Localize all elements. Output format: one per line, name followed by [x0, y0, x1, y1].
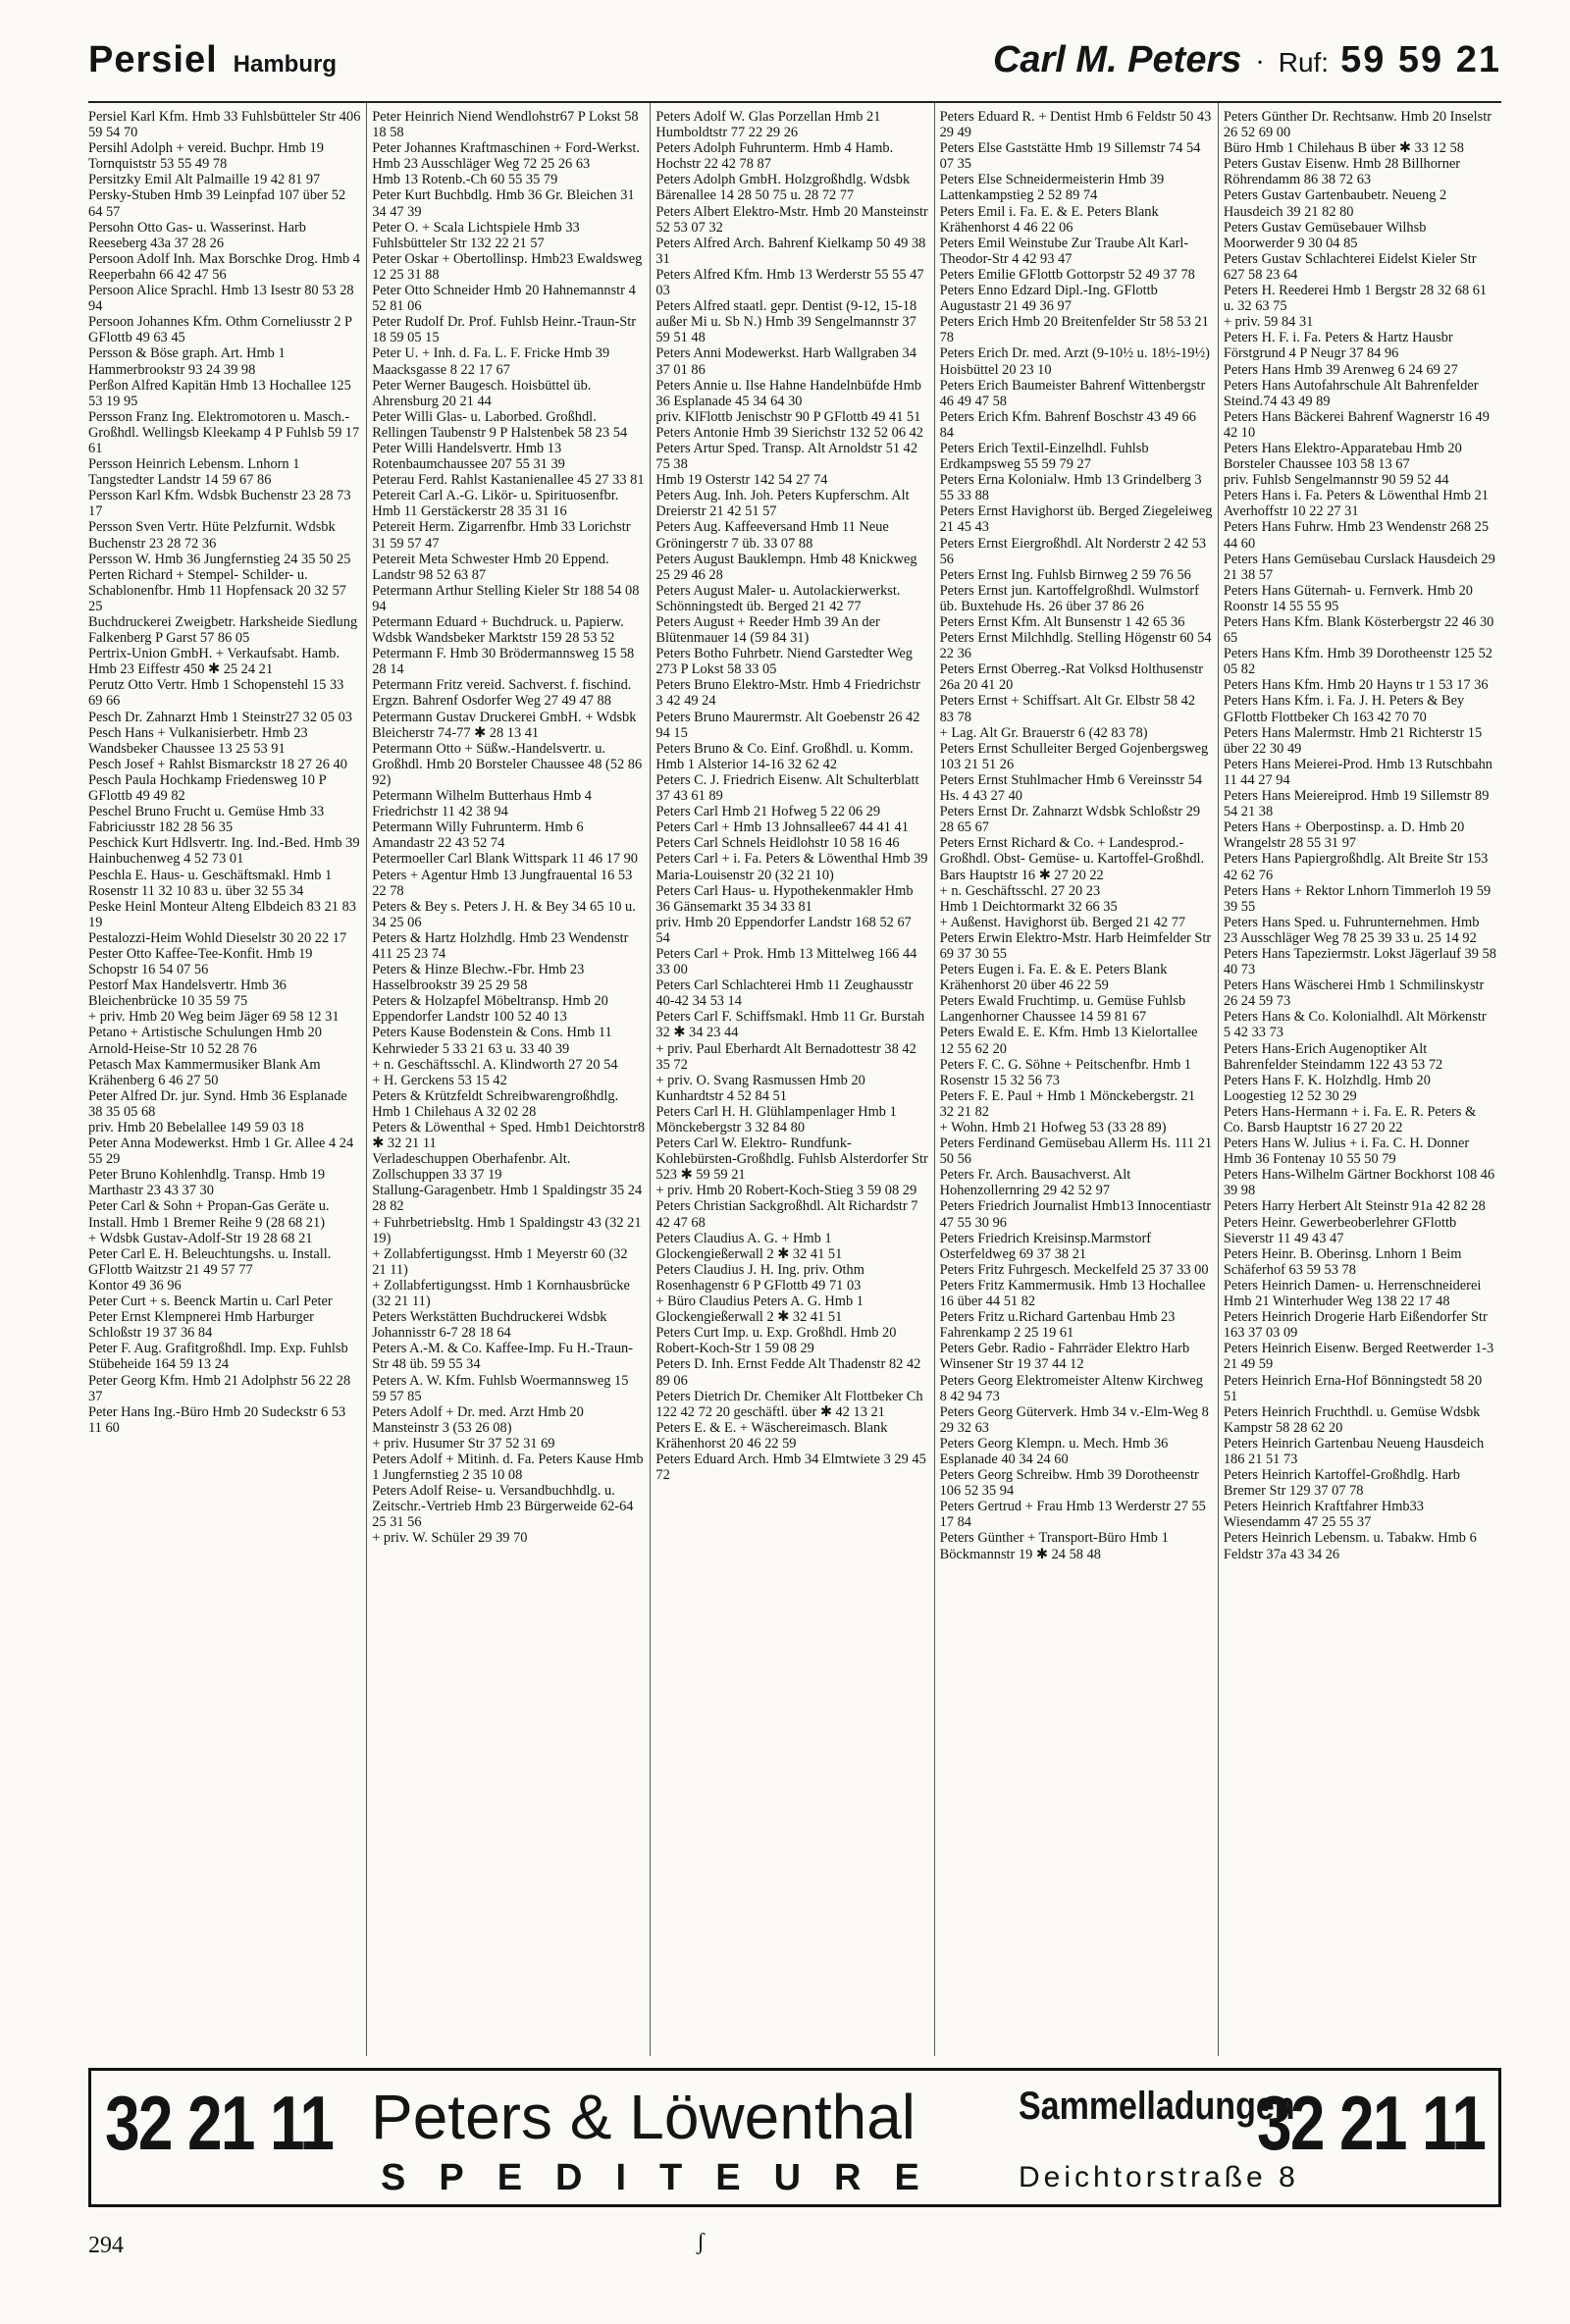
directory-entry: Peters Heinrich Drogerie Harb Eißendorfer Str 163 37 03 09 — [1223, 1309, 1488, 1342]
directory-entry: Peters Hans + Oberpostinsp. a. D. Hmb 20 Wrangelstr 28 55 31 97 — [1223, 819, 1465, 852]
directory-entry: Peters Hans W. Julius + i. Fa. C. H. Donner Hmb 36 Fontenay 10 55 50 79 — [1223, 1136, 1470, 1168]
directory-entry: Peters Gustav Schlachterei Eidelst Kieler Str 627 58 23 64 — [1223, 250, 1477, 283]
directory-entry: Peter Werner Baugesch. Hoisbüttel üb. Ahrensburg 20 21 44 — [372, 377, 592, 409]
directory-entry: Peters Erwin Elektro-Mstr. Harb Heimfelder Str 69 37 30 55 — [939, 929, 1212, 962]
ad-services: Sammelladungen — [1019, 2085, 1295, 2128]
directory-entry: Peters Carl + i. Fa. Peters & Löwenthal Hmb 39 Maria-Louisenstr 20 (32 21 10) — [655, 851, 928, 883]
directory-entry: Persson Heinrich Lebensm. Lnhorn 1 Tangstedter Landstr 14 59 67 86 — [88, 456, 300, 489]
ad-tagline: SPEDITEURE — [381, 2157, 953, 2198]
directory-entry: Petereit Carl A.-G. Likör- u. Spirituosenfbr. Hmb 11 Gerstäckerstr 28 35 31 16 — [372, 488, 619, 520]
directory-entry: Peters & Hinze Blechw.-Fbr. Hmb 23 Hasselbrookstr 39 25 29 58 — [372, 962, 585, 994]
directory-entry: priv. Fuhlsb Sengelmannstr 90 59 52 44 — [1223, 472, 1449, 489]
directory-entry: Peters Annie u. Ilse Hahne Handelnbüfde Hmb 36 Esplanade 45 34 64 30 — [655, 377, 921, 409]
directory-entry: Peters Bruno Maurermstr. Alt Goebenstr 26 42 94 15 — [655, 709, 920, 741]
directory-entry: Peters Ernst Oberreg.-Rat Volksd Holthusenstr 26a 20 41 20 — [939, 661, 1204, 694]
directory-entry: Peters Hans Papiergroßhdlg. Alt Breite Str 153 42 62 76 — [1223, 851, 1489, 883]
directory-entry: Peters Hans Wäscherei Hmb 1 Schmilinskystr 26 24 59 73 — [1223, 977, 1485, 1010]
directory-entry: Peters Ernst jun. Kartoffelgroßhdl. Wulmstorf üb. Buxtehude Hs. 26 über 37 86 26 — [939, 582, 1199, 614]
directory-entry: Peters Erich Textil-Einzelhdl. Fuhlsb Erdkampsweg 55 59 79 27 — [939, 440, 1149, 473]
directory-entry: Peters Antonie Hmb 39 Sierichstr 132 52 06 42 — [655, 424, 924, 441]
directory-entry: Peters Hans-Wilhelm Gärtner Bockhorst 108 46 39 98 — [1223, 1167, 1495, 1199]
directory-entry: Peters Erich Hmb 20 Breitenfelder Str 58 53 21 78 — [939, 314, 1209, 346]
directory-entry: Peters Hans i. Fa. Peters & Löwenthal Hmb 21 Averhoffstr 10 22 27 31 — [1223, 488, 1489, 520]
directory-entry: + Wdsbk Gustav-Adolf-Str 19 28 68 21 — [88, 1230, 313, 1246]
directory-entry: Peters Erich Baumeister Bahrenf Wittenbergstr 46 49 47 58 — [939, 377, 1206, 409]
directory-entry: Peter Kurt Buchbdlg. Hmb 36 Gr. Bleichen 31 34 47 39 — [372, 187, 635, 220]
directory-entry: Peters Carl + Hmb 13 Johnsallee67 44 41 41 — [655, 819, 909, 836]
directory-entry: Perutz Otto Vertr. Hmb 1 Schopenstehl 15 33 69 66 — [88, 677, 344, 710]
directory-entry: Peters Erna Kolonialw. Hmb 13 Grindelberg 3 55 33 88 — [939, 472, 1202, 504]
directory-entry: + priv. W. Schüler 29 39 70 — [372, 1530, 528, 1547]
directory-entry: Persson Franz Ing. Elektromotoren u. Masch.-Großhdl. Wellingsb Kleekamp 4 P Fuhlsb 59 17 61 — [88, 408, 360, 456]
directory-entry: + Lag. Alt Gr. Brauerstr 6 (42 83 78) — [939, 724, 1148, 741]
directory-entry: Peter Willi Glas- u. Laborbed. Großhdl. Rellingen Taubenstr 9 P Halstenbek 58 23 54 — [372, 408, 628, 441]
directory-entry: + priv. 59 84 31 — [1223, 314, 1314, 331]
directory-entry: Peters Eduard Arch. Hmb 34 Elmtwiete 3 29 45 72 — [655, 1451, 926, 1484]
directory-entry: Peters Hans Kfm. Hmb 20 Hayns tr 1 53 17 36 — [1223, 677, 1489, 694]
directory-entry: Peters Hans-Erich Augenoptiker Alt Bahrenfelder Steindamm 122 43 53 72 — [1223, 1040, 1443, 1073]
directory-entry: Petasch Max Kammermusiker Blank Am Krähenberg 6 46 27 50 — [88, 1056, 321, 1088]
directory-entry: Peters Fritz Kammermusik. Hmb 13 Hochallee 16 über 44 51 82 — [939, 1277, 1206, 1310]
directory-entry: Peters H. Reederei Hmb 1 Bergstr 28 32 68 61 u. 32 63 75 — [1223, 283, 1488, 315]
directory-entry: priv. Hmb 20 Bebelallee 149 59 03 18 — [88, 1120, 304, 1136]
directory-entry: Peters Hans Gemüsebau Curslack Hausdeich 29 21 38 57 — [1223, 551, 1495, 583]
directory-entry: Peters Ewald E. E. Kfm. Hmb 13 Kielortallee 12 55 62 20 — [939, 1025, 1198, 1057]
directory-entry: priv. Hmb 20 Eppendorfer Landstr 168 52 67 54 — [655, 914, 912, 946]
directory-entry: Peters Hans Meierei-Prod. Hmb 13 Rutschbahn 11 44 27 94 — [1223, 756, 1492, 788]
directory-entry: + priv. Husumer Str 37 52 31 69 — [372, 1435, 555, 1452]
directory-entry: Petermann Fritz vereid. Sachverst. f. fischind. Ergzn. Bahrenf Osdorfer Weg 27 49 47 88 — [372, 677, 632, 710]
directory-entry: Peterau Ferd. Rahlst Kastanienallee 45 27 33 81 — [372, 472, 645, 489]
directory-entry: Peters Ernst Eiergroßhdl. Alt Norderstr 2 42 53 56 — [939, 535, 1207, 567]
directory-entry: Peter Hans Ing.-Büro Hmb 20 Sudeckstr 6 53 11 60 — [88, 1403, 346, 1436]
directory-entry: + n. Geschäftsschl. 27 20 23 — [939, 882, 1101, 899]
directory-entry: Peters August Maler- u. Autolackierwerkst. Schönningstedt üb. Berged 21 42 77 — [655, 582, 901, 614]
directory-entry: Peters Ferdinand Gemüsebau Allerm Hs. 111 21 50 56 — [939, 1136, 1213, 1168]
directory-entry: Peters A. W. Kfm. Fuhlsb Woermannsweg 15 59 57 85 — [372, 1372, 629, 1404]
directory-entry: Peters Claudius J. H. Ing. priv. Othm Rosenhagenstr 6 P GFlottb 49 71 03 — [655, 1261, 864, 1294]
directory-entry: Peters Hans Kfm. Blank Kösterbergstr 22 46 30 65 — [1223, 614, 1494, 647]
directory-entry: Hmb 1 Deichtormarkt 32 66 35 — [939, 898, 1118, 915]
directory-entry: Petano + Artistische Schulungen Hmb 20 Arnold-Heise-Str 10 52 28 76 — [88, 1025, 322, 1057]
directory-entry: Peters Ernst Ing. Fuhlsb Birnweg 2 59 76 56 — [939, 566, 1191, 583]
directory-entry: Peters & Holzapfel Möbeltransp. Hmb 20 Eppendorfer Landstr 100 52 40 13 — [372, 993, 608, 1026]
directory-column — [650, 103, 933, 2056]
directory-entry: Peters H. F. i. Fa. Peters & Hartz Hausbr Förstgrund 4 P Neugr 37 84 96 — [1223, 330, 1453, 362]
directory-entry: Pestorf Max Handelsvertr. Hmb 36 Bleichenbrücke 10 35 59 75 — [88, 977, 287, 1010]
directory-entry: priv. KlFlottb Jenischstr 90 P GFlottb 49 41 51 — [655, 408, 921, 425]
directory-entry: Peters Fr. Arch. Bausachverst. Alt Hohenzollernring 29 42 52 97 — [939, 1167, 1131, 1199]
directory-entry: Peters Hans Kfm. i. Fa. J. H. Peters & Bey GFlottb Flottbeker Ch 163 42 70 70 — [1223, 693, 1465, 725]
page-number: 294 — [88, 2233, 124, 2258]
directory-entry: Peters Else Schneidermeisterin Hmb 39 Lattenkampstieg 2 52 89 74 — [939, 172, 1165, 204]
directory-entry: Pesch Dr. Zahnarzt Hmb 1 Steinstr27 32 05 03 — [88, 709, 352, 725]
directory-entry: Persson Sven Vertr. Hüte Pelzfurnit. Wdsbk Buchenstr 23 28 72 36 — [88, 519, 336, 552]
directory-entry: Peters C. J. Friedrich Eisenw. Alt Schulterblatt 37 43 61 89 — [655, 771, 919, 805]
directory-entry: Peters Georg Schreibw. Hmb 39 Dorotheenstr 106 52 35 94 — [939, 1467, 1199, 1500]
directory-entry: Peters Else Gaststätte Hmb 19 Sillemstr 74 54 07 35 — [939, 140, 1201, 173]
directory-entry: Peters Hans Tapeziermstr. Lokst Jägerlauf 39 58 40 73 — [1223, 945, 1496, 978]
directory-entry: Petermann Wilhelm Butterhaus Hmb 4 Friedrichstr 11 42 38 94 — [372, 788, 592, 820]
directory-entry: Peters Harry Herbert Alt Steinstr 91a 42 82 28 — [1223, 1198, 1486, 1215]
header-brand: Carl M. Peters — [992, 39, 1242, 80]
directory-entry: Peters Gustav Gemüsebauer Wilhsb Moorwerder 9 30 04 85 — [1223, 219, 1427, 251]
header-left — [88, 39, 337, 81]
directory-entry: Peters Hans F. K. Holzhdlg. Hmb 20 Loogestieg 12 52 30 29 — [1223, 1072, 1431, 1104]
directory-entry: Peters & Löwenthal + Sped. Hmb1 Deichtorstr8 ✱ 32 21 11 — [372, 1120, 646, 1152]
directory-entry: Peters Heinrich Damen- u. Herrenschneiderei Hmb 21 Winterhuder Weg 138 22 17 48 — [1223, 1277, 1482, 1310]
directory-entry: Pestalozzi-Heim Wohld Dieselstr 30 20 22 17 — [88, 929, 347, 946]
directory-entry: Peter Rudolf Dr. Prof. Fuhlsb Heinr.-Traun-Str 18 59 05 15 — [372, 314, 637, 346]
directory-entry: Peters Fritz u.Richard Gartenbau Hmb 23 Fahrenkamp 2 25 19 61 — [939, 1309, 1176, 1342]
directory-entry: Peters Alfred Arch. Bahrenf Kielkamp 50 49 38 31 — [655, 235, 926, 267]
directory-entry: Peters A.-M. & Co. Kaffee-Imp. Fu H.-Traun-Str 48 üb. 59 55 34 — [372, 1341, 634, 1373]
directory-entry: Peters Carl H. H. Glühlampenlager Hmb 1 Mönckebergstr 3 32 84 80 — [655, 1103, 897, 1136]
directory-entry: Peters Aug. Kaffeeversand Hmb 11 Neue Gröningerstr 7 üb. 33 07 88 — [655, 519, 889, 552]
directory-entry: Petermoeller Carl Blank Wittspark 11 46 17 90 — [372, 851, 638, 868]
directory-entry: Peters Erich Kfm. Bahrenf Boschstr 43 49 66 84 — [939, 408, 1196, 441]
directory-entry: Peters Heinrich Kartoffel-Großhdlg. Harb Bremer Str 129 37 07 78 — [1223, 1467, 1460, 1500]
directory-entry: Peters Carl W. Elektro- Rundfunk-Kohlebürsten-Großhdlg. Fuhlsb Alsterdorfer Str 523 ✱ 59 59 21 — [655, 1136, 928, 1184]
directory-entry: Peter Willi Handelsvertr. Hmb 13 Rotenbaumchaussee 207 55 31 39 — [372, 440, 565, 473]
directory-entry: Peschel Bruno Frucht u. Gemüse Hmb 33 Fabriciusstr 182 28 56 35 — [88, 804, 325, 836]
directory-entry: Peters Aug. Inh. Joh. Peters Kupferschm. Alt Dreierstr 21 42 51 57 — [655, 488, 910, 520]
directory-entry: Persson W. Hmb 36 Jungfernstieg 24 35 50 25 — [88, 551, 351, 567]
directory-entry: Peters D. Inh. Ernst Fedde Alt Thadenstr 82 42 89 06 — [655, 1356, 921, 1389]
directory-entry: Peters Enno Edzard Dipl.-Ing. GFlottb Augustastr 21 49 36 97 — [939, 283, 1158, 315]
directory-entry: Hmb 13 Rotenb.-Ch 60 55 35 79 — [372, 172, 558, 188]
directory-entry: Peter Heinrich Niend Wendlohstr67 P Lokst 58 18 58 — [372, 109, 639, 141]
directory-entry: Peters August Bauklempn. Hmb 48 Knickweg 25 29 46 28 — [655, 551, 917, 583]
directory-entry: Peters Carl Schlachterei Hmb 11 Zeughausstr 40-42 34 53 14 — [655, 977, 914, 1010]
directory-columns — [88, 101, 1501, 2056]
directory-entry: Peters Heinr. Gewerbeoberlehrer GFlottb Sieverstr 11 49 43 47 — [1223, 1214, 1457, 1246]
directory-entry: Peters F. C. G. Söhne + Peitschenfbr. Hmb 1 Rosenstr 15 32 56 73 — [939, 1056, 1191, 1088]
directory-entry: Peters Botho Fuhrbetr. Niend Garstedter Weg 273 P Lokst 58 33 05 — [655, 646, 913, 678]
directory-column — [1218, 103, 1501, 2056]
directory-entry: Petereit Meta Schwester Hmb 20 Eppend. Landstr 98 52 63 87 — [372, 551, 609, 583]
directory-entry: Petermann Willy Fuhrunterm. Hmb 6 Amandastr 22 43 52 74 — [372, 819, 584, 852]
directory-entry: Peter O. + Scala Lichtspiele Hmb 33 Fuhlsbütteler Str 132 22 21 57 — [372, 219, 580, 251]
directory-entry: Peters Georg Elektromeister Altenw Kirchweg 8 42 94 73 — [939, 1372, 1203, 1404]
directory-entry: + Zollabfertigungsst. Hmb 1 Kornhausbrücke (32 21 11) — [372, 1277, 630, 1310]
directory-entry: Peters Werkstätten Buchdruckerei Wdsbk Johannisstr 6-7 28 18 64 — [372, 1309, 607, 1342]
directory-entry: Pesch Hans + Vulkanisierbetr. Hmb 23 Wandsbeker Chaussee 13 25 53 91 — [88, 724, 308, 757]
directory-entry: Peschla E. Haus- u. Geschäftsmakl. Hmb 1 Rosenstr 11 32 10 83 u. über 32 55 34 — [88, 867, 333, 899]
directory-entry: Persitzky Emil Alt Palmaille 19 42 81 97 — [88, 172, 321, 188]
advertisement-box — [88, 2068, 1501, 2207]
header-phone: 59 59 21 — [1340, 39, 1501, 80]
directory-entry: Peters Bruno & Co. Einf. Großhdl. u. Komm. Hmb 1 Alsterior 14-16 32 62 42 — [655, 740, 914, 772]
directory-column — [366, 103, 650, 2056]
directory-entry: Peters Heinrich Erna-Hof Bönningstedt 58 20 51 — [1223, 1372, 1483, 1404]
directory-entry: Peters Erich Dr. med. Arzt (9-10½ u. 18½-19½) Hoisbüttel 20 23 10 — [939, 345, 1210, 378]
directory-entry: Peters Hans Sped. u. Fuhrunternehmen. Hmb 23 Ausschläger Weg 78 25 39 33 u. 25 14 92 — [1223, 914, 1480, 946]
directory-entry: Peters + Agentur Hmb 13 Jungfrauental 16 53 22 78 — [372, 867, 633, 899]
directory-entry: Peter Curt + s. Beenck Martin u. Carl Peter — [88, 1294, 333, 1310]
directory-entry: Petermann Otto + Süßw.-Handelsvertr. u. Großhdl. Hmb 20 Borsteler Chaussee 48 (52 86 92) — [372, 740, 643, 788]
directory-entry: Peters Carl Schnels Heidlohstr 10 58 16 46 — [655, 835, 900, 852]
header-surname: Persiel — [88, 39, 218, 80]
directory-entry: Peters Adolph Fuhrunterm. Hmb 4 Hamb. Hochstr 22 42 78 87 — [655, 140, 894, 173]
directory-entry: Hmb 19 Osterstr 142 54 27 74 — [655, 472, 828, 489]
ad-phone-left: 32 21 11 — [105, 2080, 334, 2166]
directory-entry: Petermann F. Hmb 30 Brödermannsweg 15 58 28 14 — [372, 646, 635, 678]
directory-entry: Peters Heinrich Gartenbau Neueng Hausdeich 186 21 51 73 — [1223, 1435, 1485, 1467]
directory-entry: Peters Emilie GFlottb Gottorpstr 52 49 37 78 — [939, 266, 1195, 283]
directory-entry: Peters Ewald Fruchtimp. u. Gemüse Fuhlsb Langenhorner Chaussee 14 59 81 67 — [939, 993, 1186, 1026]
directory-entry: Persoon Alice Sprachl. Hmb 13 Isestr 80 53 28 94 — [88, 283, 354, 315]
directory-entry: Peter Johannes Kraftmaschinen + Ford-Werkst. Hmb 23 Ausschläger Weg 72 25 26 63 — [372, 140, 640, 173]
directory-entry: Peske Heinl Monteur Alteng Elbdeich 83 21 83 19 — [88, 898, 356, 930]
directory-entry: Peters Carl Hmb 21 Hofweg 5 22 06 29 — [655, 804, 881, 820]
directory-entry: + priv. Hmb 20 Weg beim Jäger 69 58 12 31 — [88, 1009, 340, 1026]
directory-entry: Peters Hans & Co. Kolonialhdl. Alt Mörkenstr 5 42 33 73 — [1223, 1009, 1487, 1041]
directory-entry: Peters Adolf + Dr. med. Arzt Hmb 20 Mansteinstr 3 (53 26 08) — [372, 1403, 584, 1436]
directory-entry: Peters Ernst Stuhlmacher Hmb 6 Vereinsstr 54 Hs. 4 43 27 40 — [939, 771, 1203, 805]
directory-entry: Peters Ernst Havighorst üb. Berged Ziegeleiweg 21 45 43 — [939, 503, 1213, 536]
directory-entry: Peters F. E. Paul + Hmb 1 Mönckebergstr. 21 32 21 82 — [939, 1087, 1196, 1120]
directory-entry: Peters Hans Fuhrw. Hmb 23 Wendenstr 268 25 44 60 — [1223, 519, 1490, 552]
directory-entry: Peters Adolf Reise- u. Versandbuchhdlg. u. Zeitschr.-Vertrieb Hmb 23 Bürgerweide 62-64 25 31 56 — [372, 1483, 634, 1531]
directory-entry: Petereit Herm. Zigarrenfbr. Hmb 33 Lorichstr 31 59 57 47 — [372, 519, 631, 552]
directory-entry: + priv. O. Svang Rasmussen Hmb 20 Kunhardtstr 4 52 84 51 — [655, 1072, 865, 1104]
directory-entry: + priv. Paul Eberhardt Alt Bernadottestr 38 42 35 72 — [655, 1040, 916, 1073]
directory-entry: Peters Carl Haus- u. Hypothekenmakler Hmb 36 Gänsemarkt 35 34 33 81 — [655, 882, 914, 915]
directory-entry: Peter U. + Inh. d. Fa. L. F. Fricke Hmb 39 Maacksgasse 8 22 17 67 — [372, 345, 610, 378]
directory-entry: Peters Bruno Elektro-Mstr. Hmb 4 Friedrichstr 3 42 49 24 — [655, 677, 920, 710]
directory-entry: Peter Anna Modewerkst. Hmb 1 Gr. Allee 4 24 55 29 — [88, 1136, 354, 1168]
directory-entry: Buchdruckerei Zweigbetr. Harksheide Siedlung Falkenberg P Garst 57 86 05 — [88, 614, 358, 647]
directory-entry: Peters Alfred Kfm. Hmb 13 Werderstr 55 55 47 03 — [655, 266, 924, 299]
ad-address: Deichtorstraße 8 — [1019, 2161, 1299, 2193]
directory-entry: Peters Heinr. B. Oberinsg. Lnhorn 1 Beim Schäferhof 63 59 53 78 — [1223, 1245, 1462, 1278]
directory-entry: Peters E. & E. + Wäschereimasch. Blank Krähenhorst 20 46 22 59 — [655, 1419, 888, 1452]
header-right — [993, 39, 1501, 81]
directory-entry: Peter Otto Schneider Hmb 20 Hahnemannstr 4 52 81 06 — [372, 283, 636, 315]
directory-entry: Peters Friedrich Kreisinsp.Marmstorf Osterfeldweg 69 37 38 21 — [939, 1230, 1152, 1262]
directory-entry: Peters Gebr. Radio - Fahrräder Elektro Harb Winsener Str 19 37 44 12 — [939, 1341, 1190, 1373]
directory-entry: + Außenst. Havighorst üb. Berged 21 42 77 — [939, 914, 1186, 930]
directory-entry: Peters Hans Autofahrschule Alt Bahrenfelder Steind.74 43 49 89 — [1223, 377, 1479, 409]
directory-entry: + Zollabfertigungsst. Hmb 1 Meyerstr 60 (32 21 11) — [372, 1245, 628, 1278]
header-phone-label: Ruf: — [1278, 47, 1330, 78]
directory-entry: Peters Hans Kfm. Hmb 39 Dorotheenstr 125 52 05 82 — [1223, 646, 1492, 678]
directory-entry: Peters Heinrich Lebensm. u. Tabakw. Hmb 6 Feldstr 37a 43 34 26 — [1223, 1530, 1477, 1562]
directory-entry: Peters Alfred staatl. gepr. Dentist (9-12, 15-18 außer Mi u. Sb N.) Hmb 39 Sengelmannstr 37 59 51 48 — [655, 298, 917, 346]
directory-entry: Persson Karl Kfm. Wdsbk Buchenstr 23 28 73 17 — [88, 488, 351, 520]
directory-entry: Persihl Adolph + vereid. Buchpr. Hmb 19 Tornquiststr 53 55 49 78 — [88, 140, 324, 173]
directory-entry: Peters Georg Güterverk. Hmb 34 v.-Elm-Weg 8 29 32 63 — [939, 1403, 1209, 1436]
directory-entry: Peters Hans-Hermann + i. Fa. E. R. Peters & Co. Barsb Hauptstr 16 27 20 22 — [1223, 1103, 1477, 1136]
directory-entry: Peters Artur Sped. Transp. Alt Arnoldstr 51 42 75 38 — [655, 440, 918, 473]
directory-entry: Peters Hans Elektro-Apparatebau Hmb 20 Borsteler Chaussee 103 58 13 67 — [1223, 440, 1462, 473]
directory-entry: Peters Carl F. Schiffsmakl. Hmb 11 Gr. Burstah 32 ✱ 34 23 44 — [655, 1009, 925, 1041]
directory-entry: Persoon Johannes Kfm. Othm Corneliusstr 2 P GFlottb 49 63 45 — [88, 314, 352, 346]
directory-entry: Peters Eduard R. + Dentist Hmb 6 Feldstr 50 43 29 49 — [939, 109, 1212, 141]
directory-entry: Peters Adolph GmbH. Holzgroßhdlg. Wdsbk Bärenallee 14 28 50 75 u. 28 72 77 — [655, 172, 911, 204]
directory-entry: Peters Ernst Milchhdlg. Stelling Högenstr 60 54 22 36 — [939, 630, 1212, 662]
directory-entry: Peters Adolf + Mitinh. d. Fa. Peters Kause Hmb 1 Jungfernstieg 2 35 10 08 — [372, 1451, 644, 1484]
directory-entry: Peters Heinrich Eisenw. Berged Reetwerder 1-3 21 49 59 — [1223, 1341, 1494, 1373]
directory-entry: Peters Christian Sackgroßhdl. Alt Richardstr 7 42 47 68 — [655, 1198, 918, 1231]
directory-entry: Peters Hans + Rektor Lnhorn Timmerloh 19 59 39 55 — [1223, 882, 1492, 915]
directory-entry: Stallung-Garagenbetr. Hmb 1 Spaldingstr 35 24 28 82 — [372, 1183, 643, 1215]
directory-column — [934, 103, 1218, 2056]
directory-entry: Persoon Adolf Inh. Max Borschke Drog. Hmb 4 Reeperbahn 66 42 47 56 — [88, 250, 360, 283]
directory-entry: Peter Georg Kfm. Hmb 21 Adolphstr 56 22 28 37 — [88, 1372, 351, 1404]
directory-entry: Persson & Böse graph. Art. Hmb 1 Hammerbrookstr 93 24 39 98 — [88, 345, 286, 378]
directory-entry: Verladeschuppen Oberhafenbr. Alt. Zollschuppen 33 37 19 — [372, 1151, 571, 1184]
directory-entry: + priv. Hmb 20 Robert-Koch-Stieg 3 59 08 29 — [655, 1183, 917, 1199]
directory-entry: Peters Hans Bäckerei Bahrenf Wagnerstr 16 49 42 10 — [1223, 408, 1490, 441]
directory-entry: Persohn Otto Gas- u. Wasserinst. Harb Reeseberg 43a 37 28 26 — [88, 219, 306, 251]
directory-entry: + Büro Claudius Peters A. G. Hmb 1 Glockengießerwall 2 ✱ 32 41 51 — [655, 1294, 864, 1326]
header-separator: · — [1255, 48, 1265, 79]
page-header — [88, 39, 1501, 98]
directory-entry: Peter Carl & Sohn + Propan-Gas Geräte u. Install. Hmb 1 Bremer Reihe 9 (28 68 21) — [88, 1198, 330, 1231]
directory-entry: Peters Albert Elektro-Mstr. Hmb 20 Mansteinstr 52 53 07 32 — [655, 203, 928, 236]
directory-entry: Pesch Josef + Rahlst Bismarckstr 18 27 26 40 — [88, 756, 347, 772]
directory-entry: Pertrix-Union GmbH. + Verkaufsabt. Hamb. Hmb 23 Eiffestr 450 ✱ 25 24 21 — [88, 646, 340, 678]
directory-entry: Peters & Hartz Holzhdlg. Hmb 23 Wendenstr 411 25 23 74 — [372, 929, 629, 962]
directory-entry: Peters Friedrich Journalist Hmb13 Innocentiastr 47 55 30 96 — [939, 1198, 1212, 1231]
directory-entry: Peters Hans Meiereiprod. Hmb 19 Sillemstr 89 54 21 38 — [1223, 788, 1490, 820]
directory-entry: Peters Eugen i. Fa. E. & E. Peters Blank Krähenhorst 20 über 46 22 59 — [939, 962, 1168, 994]
directory-entry: Peters Kause Bodenstein & Cons. Hmb 11 Kehrwieder 5 33 21 63 u. 33 40 39 — [372, 1025, 612, 1057]
directory-entry: Pesch Paula Hochkamp Friedensweg 10 P GFlottb 49 49 82 — [88, 771, 327, 805]
directory-entry: Peters & Bey s. Peters J. H. & Bey 34 65 10 u. 34 25 06 — [372, 898, 636, 930]
directory-entry: Peter Oskar + Obertollinsp. Hmb23 Ewaldsweg 12 25 31 88 — [372, 250, 643, 283]
directory-entry: Peters Ernst Schulleiter Berged Gojenbergsweg 103 21 51 26 — [939, 740, 1209, 772]
directory-entry: Peters Emil Weinstube Zur Traube Alt Karl-Theodor-Str 4 42 93 47 — [939, 235, 1189, 267]
directory-entry: Peters Fritz Fuhrgesch. Meckelfeld 25 37 33 00 — [939, 1261, 1209, 1278]
directory-entry: Peters Ernst + Schiffsart. Alt Gr. Elbstr 58 42 83 78 — [939, 693, 1196, 725]
ad-company-name: Peters & Löwenthal — [371, 2082, 916, 2152]
directory-entry: Kontor 49 36 96 — [88, 1277, 182, 1294]
directory-entry: Petermann Gustav Druckerei GmbH. + Wdsbk Bleicherstr 74-77 ✱ 28 13 41 — [372, 709, 637, 741]
directory-entry: Persiel Karl Kfm. Hmb 33 Fuhlsbütteler Str 406 59 54 70 — [88, 109, 361, 141]
directory-entry: Peters Gertrud + Frau Hmb 13 Werderstr 27 55 17 84 — [939, 1499, 1206, 1531]
directory-entry: Perten Richard + Stempel- Schilder- u. Schablonenfbr. Hmb 11 Hopfensack 20 32 57 25 — [88, 566, 346, 614]
directory-entry: Peters Ernst Richard & Co. + Landesprod.-Großhdl. Obst- Gemüse- u. Kartoffel-Großhdl. Bars Hauptstr 16 ✱ 27 20 22 — [939, 835, 1205, 883]
directory-entry: Peter Alfred Dr. jur. Synd. Hmb 36 Esplanade 38 35 05 68 — [88, 1087, 347, 1120]
directory-entry: Pester Otto Kaffee-Tee-Konfit. Hmb 19 Schopstr 16 54 07 56 — [88, 945, 313, 978]
directory-entry: + n. Geschäftsschl. A. Klindworth 27 20 54 — [372, 1056, 618, 1073]
directory-entry: Peters August + Reeder Hmb 39 An der Blütenmauer 14 (59 84 31) — [655, 614, 880, 647]
directory-entry: Büro Hmb 1 Chilehaus B über ✱ 33 12 58 — [1223, 140, 1464, 157]
directory-entry: Petermann Eduard + Buchdruck. u. Papierw. Wdsbk Wandsbeker Marktstr 159 28 53 52 — [372, 614, 624, 647]
directory-entry: Peter F. Aug. Grafitgroßhdl. Imp. Exp. Fuhlsb Stübeheide 164 59 13 24 — [88, 1341, 348, 1373]
footer-mark: ʃ — [697, 2230, 705, 2255]
directory-entry: Peters Gustav Eisenw. Hmb 28 Billhorner Röhrendamm 86 38 72 63 — [1223, 156, 1461, 188]
directory-column — [88, 103, 366, 2056]
header-city: Hamburg — [233, 51, 337, 78]
directory-entry: Peters Günther + Transport-Büro Hmb 1 Böckmannstr 19 ✱ 24 58 48 — [939, 1530, 1169, 1562]
directory-entry: Peters Heinrich Fruchthdl. u. Gemüse Wdsbk Kampstr 58 28 62 20 — [1223, 1403, 1481, 1436]
directory-entry: Peters Anni Modewerkst. Harb Wallgraben 34 37 01 86 — [655, 345, 916, 378]
directory-entry: Peters Hans Malermstr. Hmb 21 Richterstr 15 über 22 30 49 — [1223, 724, 1483, 757]
directory-entry: Peters Heinrich Kraftfahrer Hmb33 Wiesendamm 47 25 55 37 — [1223, 1499, 1425, 1531]
directory-entry: Peter Bruno Kohlenhdlg. Transp. Hmb 19 Marthastr 23 43 37 30 — [88, 1167, 326, 1199]
directory-entry: Peter Ernst Klempnerei Hmb Harburger Schloßstr 19 37 36 84 — [88, 1309, 314, 1342]
directory-entry: Peters Dietrich Dr. Chemiker Alt Flottbeker Ch 122 42 72 20 geschäftl. über ✱ 42 13 21 — [655, 1388, 923, 1420]
directory-entry: Peters & Krützfeldt Schreibwarengroßhdlg. Hmb 1 Chilehaus A 32 02 28 — [372, 1087, 619, 1120]
directory-entry: Petermann Arthur Stelling Kieler Str 188 54 08 94 — [372, 582, 640, 614]
directory-entry: Peters Günther Dr. Rechtsanw. Hmb 20 Inselstr 26 52 69 00 — [1223, 109, 1492, 141]
directory-entry: + H. Gerckens 53 15 42 — [372, 1072, 507, 1088]
directory-entry: Peschick Kurt Hdlsvertr. Ing. Ind.-Bed. Hmb 39 Hainbuchenweg 4 52 73 01 — [88, 835, 360, 868]
directory-entry: + Fuhrbetriebsltg. Hmb 1 Spaldingstr 43 (32 21 19) — [372, 1214, 642, 1246]
directory-entry: Peters Claudius A. G. + Hmb 1 Glockengießerwall 2 ✱ 32 41 51 — [655, 1230, 843, 1262]
directory-entry: Peters Hans Hmb 39 Arenweg 6 24 69 27 — [1223, 361, 1458, 378]
directory-entry: + Wohn. Hmb 21 Hofweg 53 (33 28 89) — [939, 1120, 1167, 1136]
directory-entry: Peter Carl E. H. Beleuchtungshs. u. Install. GFlottb Waitzstr 21 49 57 77 — [88, 1245, 332, 1278]
directory-entry: Peters Ernst Dr. Zahnarzt Wdsbk Schloßstr 29 28 65 67 — [939, 804, 1201, 836]
ad-phone-right: 32 21 11 — [1256, 2080, 1485, 2166]
directory-entry: Peters Hans Güternah- u. Fernverk. Hmb 20 Roonstr 14 55 55 95 — [1223, 582, 1473, 614]
directory-entry: Peters Adolf W. Glas Porzellan Hmb 21 Humboldtstr 77 22 29 26 — [655, 109, 881, 141]
directory-entry: Peters Gustav Gartenbaubetr. Neueng 2 Hausdeich 39 21 82 80 — [1223, 187, 1447, 220]
directory-entry: Perßon Alfred Kapitän Hmb 13 Hochallee 125 53 19 95 — [88, 377, 351, 409]
directory-entry: Peters Georg Klempn. u. Mech. Hmb 36 Esplanade 40 34 24 60 — [939, 1435, 1169, 1467]
directory-entry: Peters Ernst Kfm. Alt Bunsenstr 1 42 65 36 — [939, 614, 1185, 630]
directory-entry: Peters Emil i. Fa. E. & E. Peters Blank Krähenhorst 4 46 22 06 — [939, 203, 1159, 236]
directory-entry: Peters Carl + Prok. Hmb 13 Mittelweg 166 44 33 00 — [655, 945, 917, 978]
directory-entry: Persky-Stuben Hmb 39 Leinpfad 107 über 52 64 57 — [88, 187, 346, 220]
directory-entry: Peters Curt Imp. u. Exp. Großhdl. Hmb 20 Robert-Koch-Str 1 59 08 29 — [655, 1325, 897, 1357]
